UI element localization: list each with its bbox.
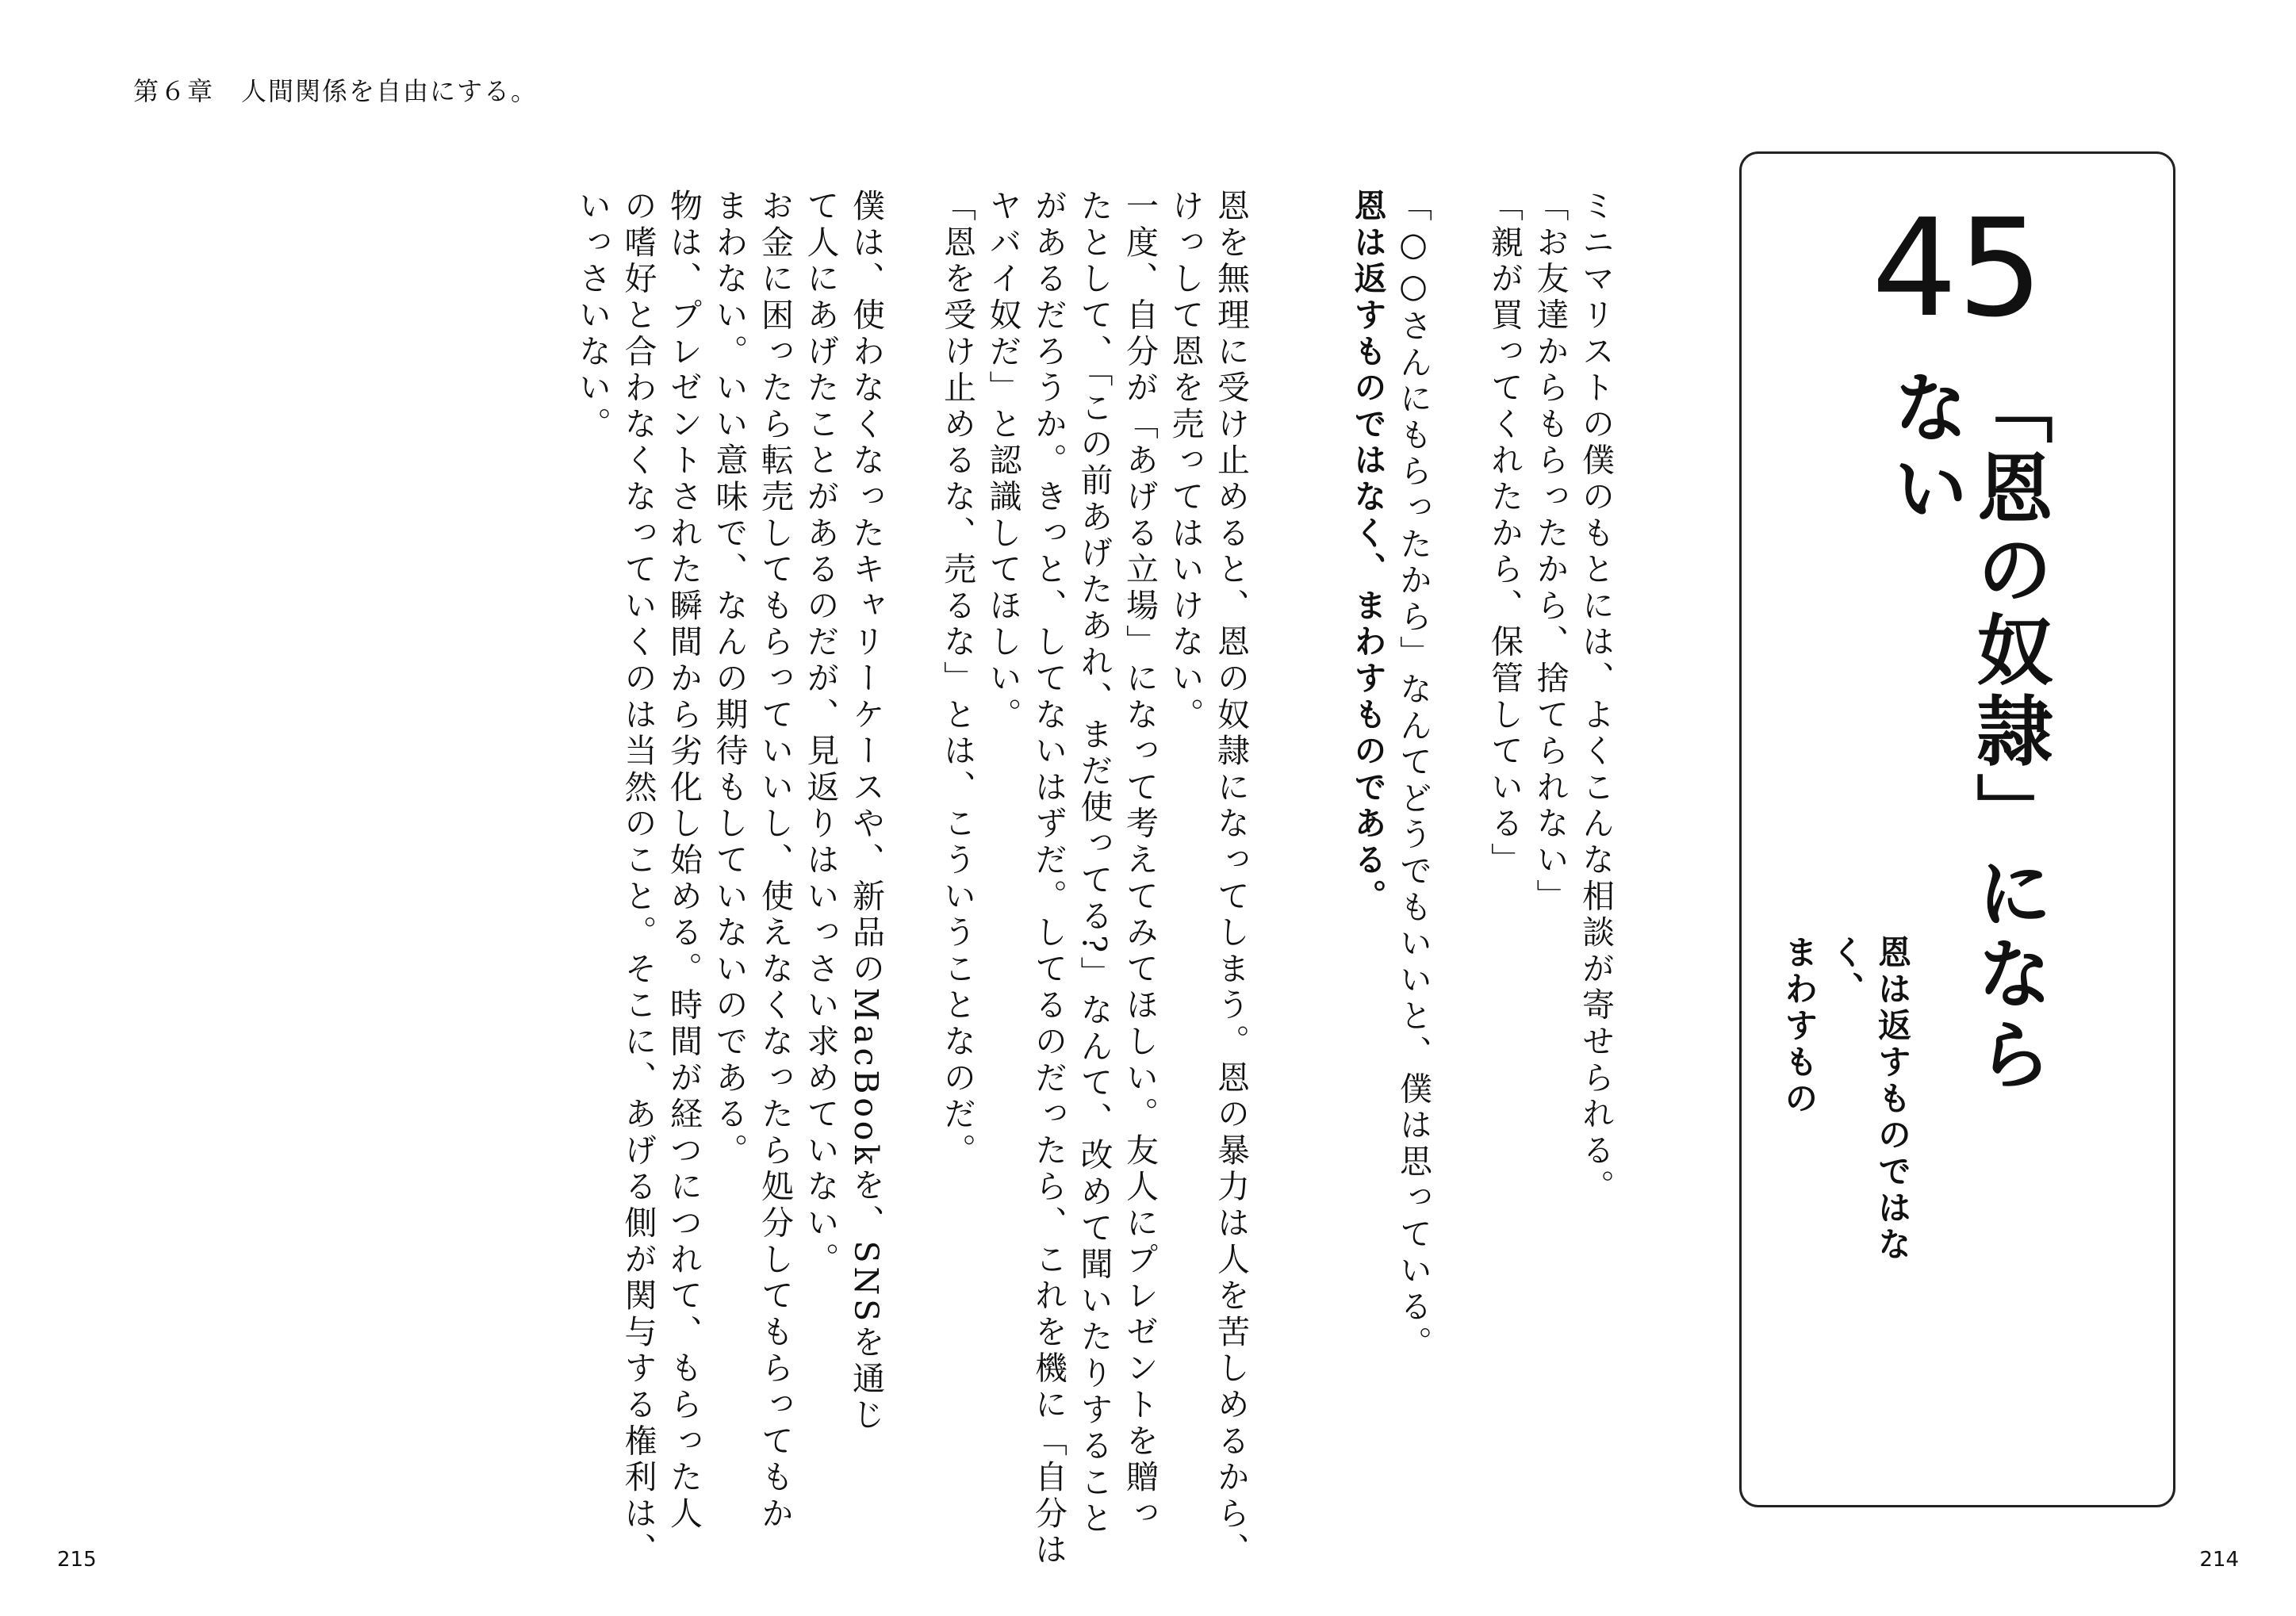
body-column: があるだろうか。きっと、してないはずだ。してるのだったら、これを機に「自分は xyxy=(1029,189,1068,1569)
body-column: 物は、プレゼントされた瞬間から劣化し始める。時間が経つにつれて、もらった人 xyxy=(665,189,703,1533)
body-column: お金に困ったら転売してもらっていいし、使えなくなったら処分してもらってもか xyxy=(756,189,794,1533)
body-column: まわない。いい意味で、なんの期待もしていないのである。 xyxy=(710,189,749,1170)
topic-subtitle-line-1: 恩は返すものではなく、 xyxy=(1826,935,1912,1263)
topic-subtitle xyxy=(1776,935,1915,1268)
topic-number: 45 xyxy=(1871,190,2044,347)
body-column: 恩は返すものではなく、まわすものである。 xyxy=(1348,189,1387,915)
body-column: たとして、「この前あげたあれ、まだ使ってる?」なんて、改めて聞いたりすること xyxy=(1075,189,1114,1537)
body-column: 「○○さんにもらったから」なんてどうでもいいと、僕は思っている。 xyxy=(1394,189,1432,1362)
body-column: の嗜好と合わなくなっていくのは当然のこと。そこに、あげる側が関与する権利は、 xyxy=(619,189,657,1569)
topic-title-box xyxy=(1739,151,2175,1507)
body-column: て人にあげたことがあるのだが、見返りはいっさい求めていない。 xyxy=(801,189,840,1278)
topic-title: 「恩の奴隷」にならない xyxy=(1880,368,2053,1096)
body-column: いっさいない。 xyxy=(573,189,611,443)
page-number-left: 215 xyxy=(57,1548,97,1572)
body-column: ミニマリストの僕のもとには、よくこんな相談が寄せられる。 xyxy=(1577,189,1615,1206)
body-column: 「親が買ってくれたから、保管している」 xyxy=(1485,189,1524,879)
body-column: ヤバイ奴だ」と認識してほしい。 xyxy=(983,189,1022,733)
body-column: 「お友達からもらったから、捨てられない」 xyxy=(1531,189,1570,915)
body-column: 恩を無理に受け止めると、恩の奴隷になってしまう。恩の暴力は人を苦しめるから、 xyxy=(1212,189,1250,1569)
page-number-right: 214 xyxy=(2199,1548,2239,1572)
body-column: 一度、自分が「あげる立場」になって考えてみてほしい。友人にプレゼントを贈っ xyxy=(1121,189,1159,1533)
body-column: けっして恩を売ってはいけない。 xyxy=(1166,189,1205,733)
topic-subtitle-line-2: まわすもの xyxy=(1780,935,1819,1117)
body-column: 「恩を受け止めるな、売るな」とは、こういうことなのだ。 xyxy=(938,189,976,1170)
body-column: 僕は、使わなくなったキャリーケースや、新品のMacBookを、SNSを通じ xyxy=(847,189,885,1434)
running-head: 第６章 人間関係を自由にする。 xyxy=(133,76,539,106)
